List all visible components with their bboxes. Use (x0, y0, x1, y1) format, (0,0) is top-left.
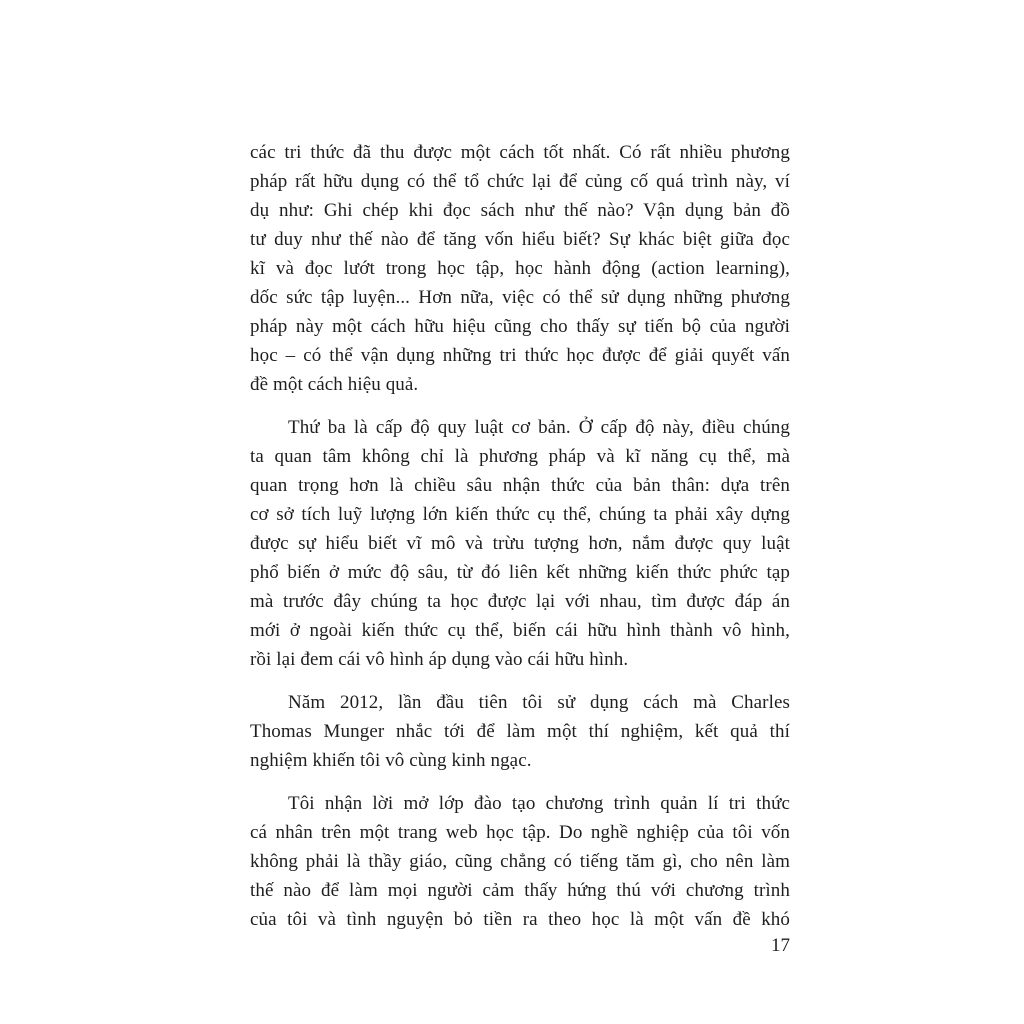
page-number: 17 (771, 935, 790, 956)
text-line: nghiệm khiến tôi vô cùng kinh ngạc. (250, 750, 532, 771)
text-line: của tôi và tình nguyện bỏ tiền ra theo học là một vấn đề khó (250, 909, 790, 930)
text-line: phổ biến ở mức độ sâu, từ đó liên kết những kiến thức phức tạp (250, 562, 790, 583)
text-line: các tri thức đã thu được một cách tốt nhất. Có rất nhiều phương (250, 142, 790, 163)
text-line: Năm 2012, lần đầu tiên tôi sử dụng cách mà Charles (288, 692, 790, 713)
text-line: ta quan tâm không chỉ là phương pháp và kĩ năng cụ thể, mà (250, 446, 790, 467)
text-line: cơ sở tích luỹ lượng lớn kiến thức cụ thể, chúng ta phải xây dựng (250, 504, 790, 525)
text-line: không phải là thầy giáo, cũng chẳng có tiếng tăm gì, cho nên làm (250, 851, 790, 872)
paragraph (250, 789, 790, 934)
text-line: đề một cách hiệu quả. (250, 374, 419, 395)
text-line: rồi lại đem cái vô hình áp dụng vào cái hữu hình. (250, 649, 629, 670)
paragraph (250, 413, 790, 674)
text-line: học – có thể vận dụng những tri thức học được để giải quyết vấn (250, 345, 790, 366)
text-line: Tôi nhận lời mở lớp đào tạo chương trình quản lí tri thức (288, 793, 790, 814)
text-line: pháp này một cách hữu hiệu cũng cho thấy sự tiến bộ của người (250, 316, 790, 337)
text-line: Thứ ba là cấp độ quy luật cơ bản. Ở cấp độ này, điều chúng (288, 417, 790, 438)
text-line: mà trước đây chúng ta học được lại với nhau, tìm được đáp án (250, 591, 790, 612)
text-line: Thomas Munger nhắc tới để làm một thí nghiệm, kết quả thí (250, 721, 790, 742)
text-line: mới ở ngoài kiến thức cụ thể, biến cái hữu hình thành vô hình, (250, 620, 790, 641)
text-line: cá nhân trên một trang web học tập. Do nghề nghiệp của tôi vốn (250, 822, 790, 843)
paragraph (250, 688, 790, 775)
text-line: pháp rất hữu dụng có thể tổ chức lại để củng cố quá trình này, ví (250, 171, 790, 192)
text-line: dốc sức tập luyện... Hơn nữa, việc có thể sử dụng những phương (250, 287, 790, 308)
text-line: dụ như: Ghi chép khi đọc sách như thế nào? Vận dụng bản đồ (250, 200, 790, 221)
paragraph (250, 138, 790, 399)
text-line: kĩ và đọc lướt trong học tập, học hành động (action learning), (250, 258, 790, 279)
text-line: quan trọng hơn là chiều sâu nhận thức của bản thân: dựa trên (250, 475, 790, 496)
text-line: thế nào để làm mọi người cảm thấy hứng thú với chương trình (250, 880, 790, 901)
page-text-block (250, 138, 790, 948)
text-line: được sự hiểu biết vĩ mô và trừu tượng hơn, nắm được quy luật (250, 533, 790, 554)
text-line: tư duy như thế nào để tăng vốn hiểu biết? Sự khác biệt giữa đọc (250, 229, 790, 250)
